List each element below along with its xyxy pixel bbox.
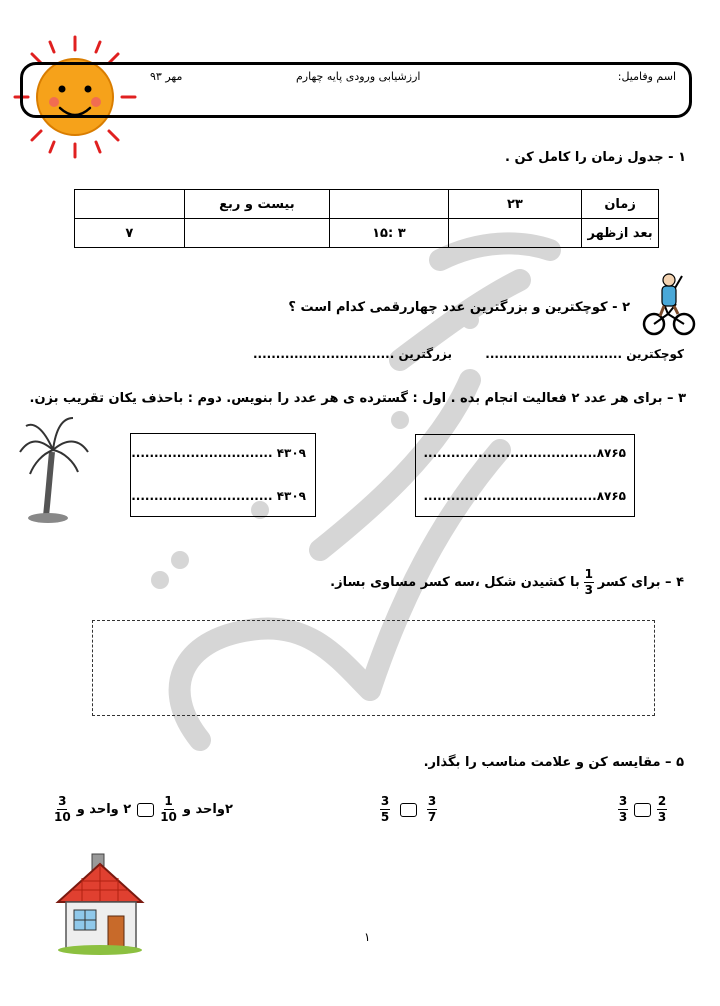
table-cell: بیست و ربع	[184, 190, 330, 219]
largest-answer-line[interactable]: بزرگترین ...............................	[252, 347, 452, 361]
q1-title: ۱ - جدول زمان را کامل کن .	[505, 150, 686, 165]
table-cell	[448, 219, 581, 248]
left-box-line-2[interactable]: ۴۳۰۹ ...............................	[131, 489, 306, 503]
cyclist-icon	[640, 268, 696, 338]
fraction: $\frac{1}{10}$	[160, 794, 177, 824]
table-cell	[184, 219, 330, 248]
table-cell: ۷	[75, 219, 185, 248]
table-cell: ۳ :۱۵	[330, 219, 449, 248]
table-cell: ۲۳	[448, 190, 581, 219]
q4-title	[330, 568, 684, 597]
fraction: $\frac{3}{7}$	[427, 794, 437, 824]
right-box-line-1[interactable]: ۸۷۶۵......................................	[423, 446, 626, 460]
name-label: اسم وفامیل:	[617, 70, 676, 83]
exam-title: ارزشیابی ورودی پایه چهارم	[296, 70, 421, 83]
exam-date: مهر ۹۳	[150, 70, 183, 83]
compare-box[interactable]	[400, 803, 417, 817]
q2-title: ۲ - کوچکترین و بزرگترین عدد چهاررقمی کدام است ؟	[288, 300, 630, 315]
fraction: $\frac{3}{3}$	[618, 794, 628, 824]
palm-tree-icon	[18, 412, 90, 524]
fraction: $\frac{3}{5}$	[380, 794, 390, 824]
q4-title-after: با کشیدن شکل ،سه کسر مساوی بساز.	[330, 575, 580, 590]
table-row	[75, 190, 659, 219]
compare-box[interactable]	[137, 803, 154, 817]
q3-title: ۳ – برای هر عدد ۲ فعالیت انجام بده . اول : گسترده ی هر عدد را بنویس. دوم : باحذف یکان تقریب بزن.	[29, 391, 686, 406]
fraction: $\frac{2}{3}$	[657, 794, 667, 824]
table-cell	[330, 190, 449, 219]
comparison-1	[618, 795, 667, 824]
table-cell: زمان	[582, 190, 659, 219]
table-cell	[75, 190, 185, 219]
house-icon	[52, 850, 148, 958]
table-row	[75, 219, 659, 248]
drawing-area[interactable]	[92, 620, 655, 716]
comparison-2	[380, 795, 437, 824]
q4-title-before: ۴ – برای کسر	[597, 575, 684, 590]
time-table	[74, 189, 659, 248]
page-number: ۱	[364, 930, 371, 944]
smallest-answer-line[interactable]: کوچکترین ..............................	[485, 347, 684, 361]
compare-box[interactable]	[634, 803, 651, 817]
comparison-3: $\frac{3}{10}$ ۲ واحد و $\frac{1}{10}$ ۲واحد و	[54, 794, 233, 824]
right-box-line-2[interactable]: ۸۷۶۵......................................	[423, 489, 626, 503]
q5-title: ۵ – مقایسه کن و علامت مناسب را بگذار.	[423, 755, 684, 770]
table-cell: بعد ازظهر	[582, 219, 659, 248]
q4-fraction: $\frac{1}{3}$	[584, 567, 593, 597]
left-box-line-1[interactable]: ۴۳۰۹ ...............................	[131, 446, 306, 460]
fraction: $\frac{3}{10}$	[54, 794, 71, 824]
